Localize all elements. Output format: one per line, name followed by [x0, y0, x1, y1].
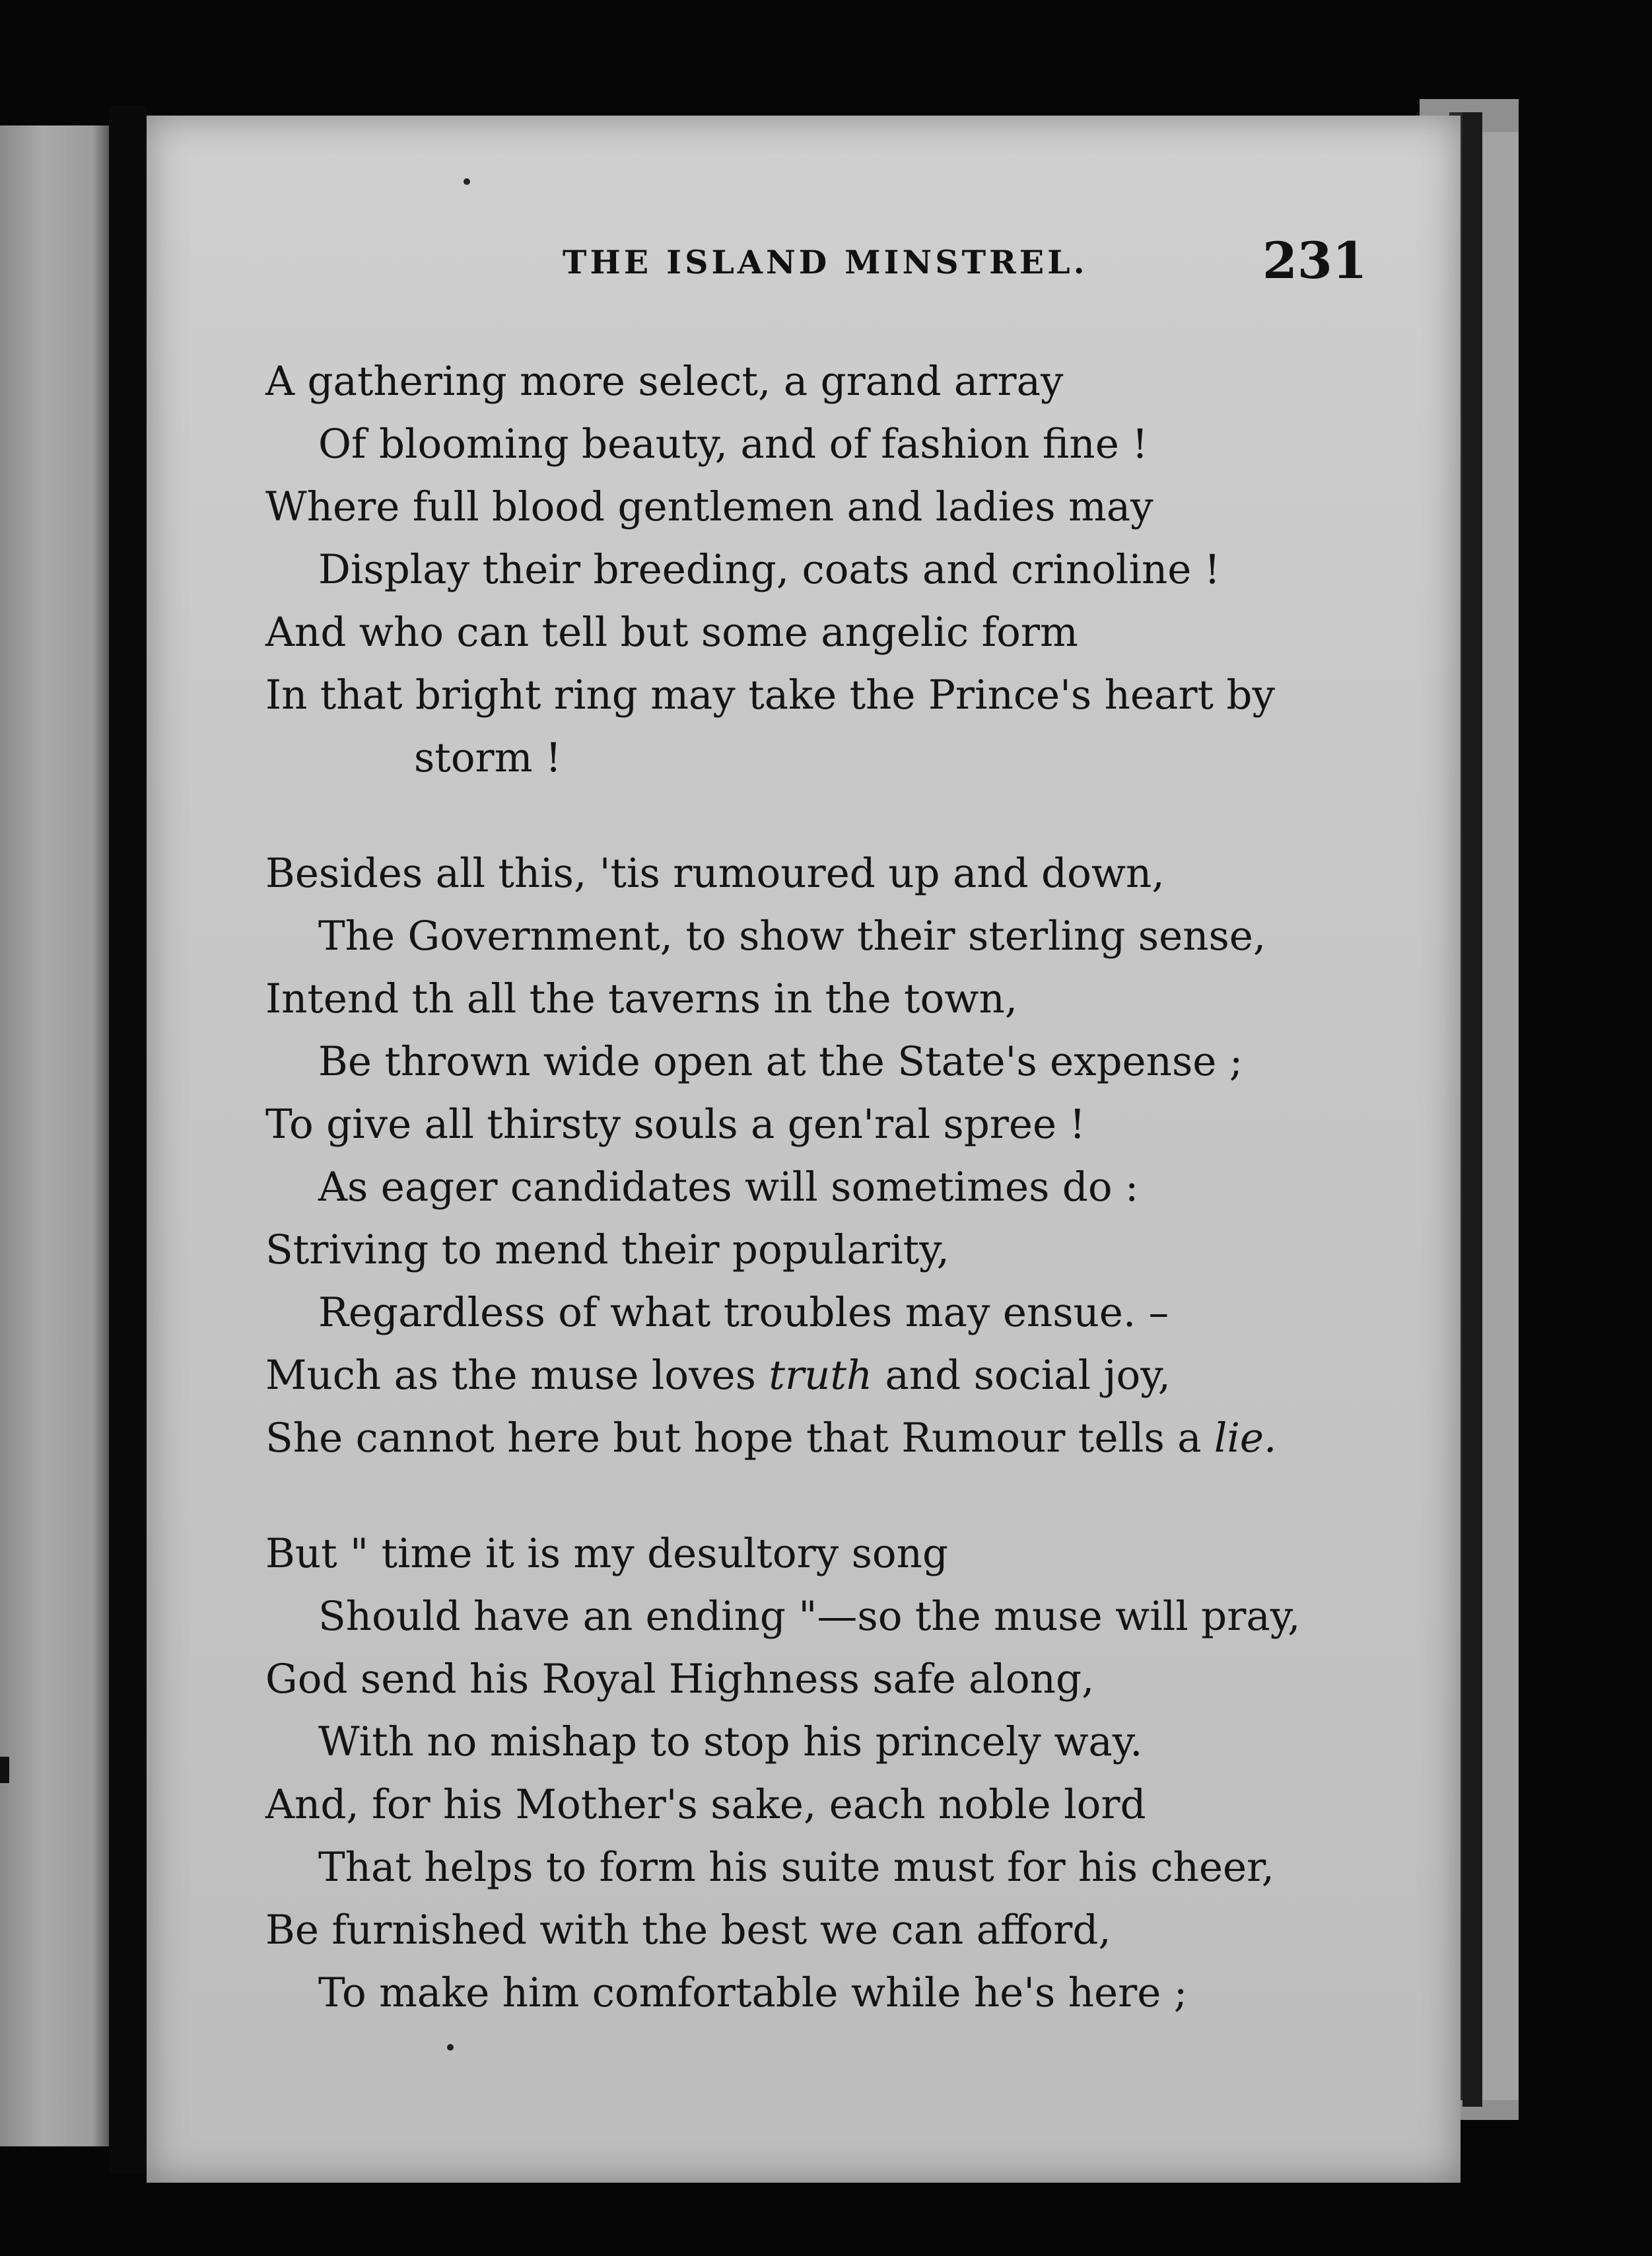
page-header — [147, 231, 1461, 297]
verse-line: God send his Royal Highness safe along, — [265, 1656, 1095, 1703]
previous-page-edge — [0, 125, 109, 2146]
verse-line: Should have an ending "—so the muse will pray, — [318, 1593, 1301, 1640]
verse-line: And, for his Mother's sake, each noble lord — [265, 1781, 1146, 1828]
verse-line: With no mishap to stop his princely way. — [318, 1718, 1143, 1765]
verse-line: Be furnished with the best we can afford, — [265, 1907, 1111, 1954]
verse-line — [265, 1407, 1434, 1469]
page-edge-light — [1482, 132, 1519, 2100]
verse-line — [265, 1344, 1434, 1407]
running-title: THE ISLAND MINSTREL. — [563, 243, 1088, 281]
verse-line: In that bright ring may take the Prince's heart by — [265, 672, 1275, 719]
verse-text: She cannot here but hope that Rumour tells a — [265, 1415, 1214, 1462]
poem-text — [265, 350, 1434, 2024]
verse-line: storm ! — [414, 734, 562, 781]
italic-word: truth — [769, 1352, 873, 1399]
verse-line: And who can tell but some angelic form — [265, 609, 1078, 656]
verse-line: A gathering more select, a grand array — [265, 358, 1064, 405]
stanza — [265, 1522, 1434, 2024]
italic-word: lie. — [1214, 1415, 1277, 1462]
stanza — [265, 842, 1434, 1469]
verse-line: Display their breeding, coats and crinoline ! — [318, 546, 1221, 593]
verse-line: Be thrown wide open at the State's expense ; — [318, 1038, 1243, 1085]
verse-line: The Government, to show their sterling sense, — [318, 913, 1266, 960]
page-number: 231 — [1262, 231, 1367, 290]
verse-line: Of blooming beauty, and of fashion fine ! — [318, 421, 1148, 468]
verse-line: That helps to form his suite must for his cheer, — [318, 1844, 1274, 1891]
verse-text: and social joy, — [872, 1352, 1171, 1399]
verse-line: As eager candidates will sometimes do : — [318, 1164, 1139, 1211]
verse-line: Intend th all the taverns in the town, — [265, 975, 1018, 1022]
speck — [447, 2044, 454, 2051]
verse-line: Where full blood gentlemen and ladies may — [265, 483, 1153, 530]
speck — [464, 178, 470, 185]
verse-line: To give all thirsty souls a gen'ral spree ! — [265, 1101, 1086, 1148]
verse-text: Much as the muse loves — [265, 1352, 769, 1399]
verse-line: Regardless of what troubles may ensue. – — [318, 1289, 1169, 1336]
book-gutter — [109, 106, 147, 2173]
ink-mark — [0, 1757, 9, 1783]
verse-line: To make him comfortable while he's here ; — [318, 1969, 1188, 2016]
stanza — [265, 350, 1434, 789]
verse-line: Striving to mend their popularity, — [265, 1226, 949, 1273]
page-edge-dark — [1463, 112, 1482, 2107]
book-page — [147, 116, 1461, 2183]
verse-line: But " time it is my desultory song — [265, 1530, 948, 1577]
verse-line: Besides all this, 'tis rumoured up and down, — [265, 850, 1165, 897]
